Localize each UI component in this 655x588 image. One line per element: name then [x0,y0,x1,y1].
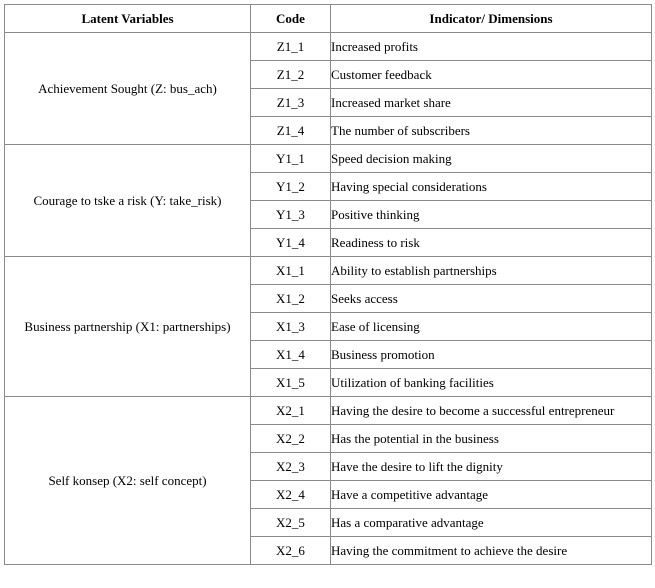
code-cell: Y1_1 [251,145,331,173]
code-cell: X1_5 [251,369,331,397]
code-cell: X2_1 [251,397,331,425]
code-cell: Y1_2 [251,173,331,201]
code-cell: X2_5 [251,509,331,537]
code-cell: Y1_4 [251,229,331,257]
indicator-cell: Ease of licensing [331,313,652,341]
indicator-cell: Increased market share [331,89,652,117]
indicator-cell: Customer feedback [331,61,652,89]
latent-variable-achievement-sought: Achievement Sought (Z: bus_ach) [5,33,251,145]
indicator-cell: Speed decision making [331,145,652,173]
indicator-cell: Seeks access [331,285,652,313]
indicator-cell: Ability to establish partnerships [331,257,652,285]
code-cell: Z1_1 [251,33,331,61]
table-row [5,145,652,173]
indicator-cell: Have a competitive advantage [331,481,652,509]
indicator-cell: Has the potential in the business [331,425,652,453]
table-row [5,257,652,285]
indicator-cell: Readiness to risk [331,229,652,257]
code-cell: Z1_3 [251,89,331,117]
header-indicator-dimensions: Indicator/ Dimensions [331,5,652,33]
table-row [5,397,652,425]
latent-variable-self-concept: Self konsep (X2: self concept) [5,397,251,565]
table-row [5,33,652,61]
indicator-cell: Having the commitment to achieve the desire [331,537,652,565]
indicator-cell: Having special considerations [331,173,652,201]
indicator-cell: The number of subscribers [331,117,652,145]
code-cell: X1_1 [251,257,331,285]
indicator-cell: Utilization of banking facilities [331,369,652,397]
code-cell: X1_2 [251,285,331,313]
code-cell: X2_4 [251,481,331,509]
header-row [5,5,652,33]
indicator-cell: Increased profits [331,33,652,61]
latent-variable-courage-to-take-risk: Courage to tske a risk (Y: take_risk) [5,145,251,257]
code-cell: X2_6 [251,537,331,565]
indicator-cell: Having the desire to become a successful entrepreneur [331,397,652,425]
latent-variables-table [4,4,652,565]
indicator-cell: Have the desire to lift the dignity [331,453,652,481]
indicator-cell: Has a comparative advantage [331,509,652,537]
code-cell: Z1_2 [251,61,331,89]
header-latent-variables: Latent Variables [5,5,251,33]
indicator-cell: Business promotion [331,341,652,369]
latent-variable-business-partnership: Business partnership (X1: partnerships) [5,257,251,397]
code-cell: X2_3 [251,453,331,481]
code-cell: X2_2 [251,425,331,453]
code-cell: Y1_3 [251,201,331,229]
code-cell: X1_3 [251,313,331,341]
code-cell: X1_4 [251,341,331,369]
header-code: Code [251,5,331,33]
indicator-cell: Positive thinking [331,201,652,229]
code-cell: Z1_4 [251,117,331,145]
